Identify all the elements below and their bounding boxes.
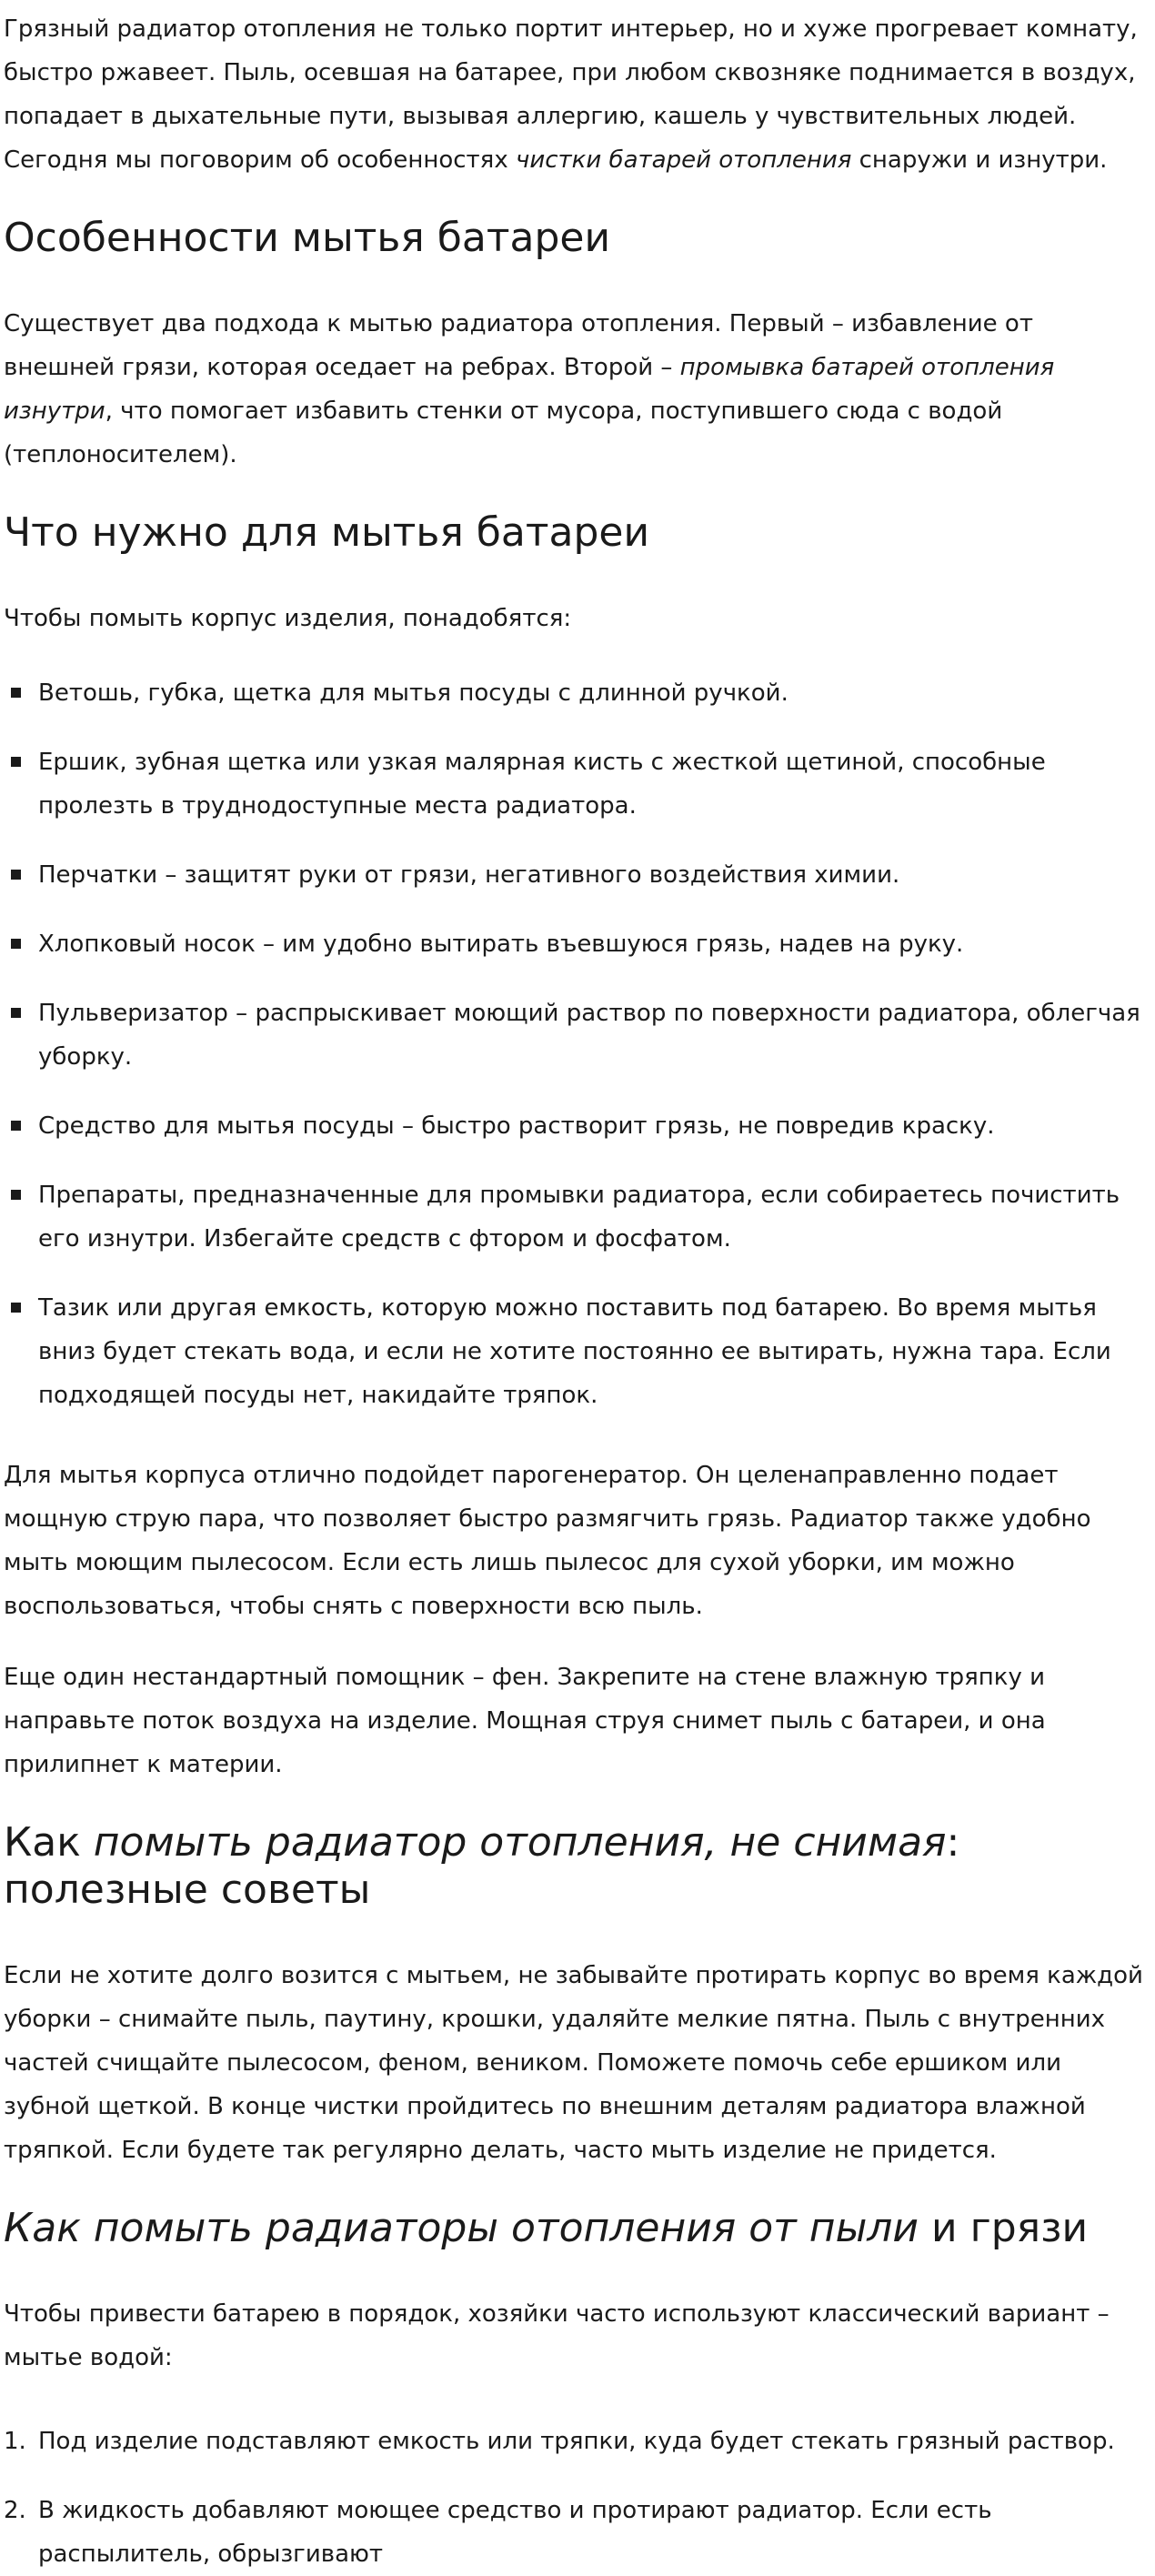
tool-item: Ершик, зубная щетка или узкая малярная кисть с жесткой щетиной, способные пролезть в труднодоступные места радиатора. bbox=[4, 740, 1150, 828]
heading-supplies: Что нужно для мытья батареи bbox=[4, 509, 650, 556]
step-item: Под изделие подставляют емкость или тряпки, куда будет стекать грязный раствор. bbox=[38, 2428, 1115, 2455]
fan-paragraph: Еще один нестандартный помощник – фен. Закрепите на стене влажную тряпку и направьте поток воздуха на изделие. Мощная струя снимет пыль с батареи, и она прилипнет к материи. bbox=[4, 1664, 1046, 1778]
steam-paragraph: Для мытья корпуса отлично подойдет парогенератор. Он целенаправленно подает мощную струю пара, что позволяет быстро размягчить грязь. Радиатор также удобно мыть моющим пылесосом. Если есть лишь пылесос для сухой уборки, им можно воспользоваться, чтобы снять с поверхности всю пыль. bbox=[4, 1462, 1091, 1620]
tool-item: Средство для мытья посуды – быстро растворит грязь, не повредив краску. bbox=[4, 1104, 1150, 1148]
heading-features: Особенности мытья батареи bbox=[4, 215, 611, 261]
features-italic-run: промывка батарей отопления изнутри bbox=[4, 354, 1055, 425]
tool-item: Перчатки – защитят руки от грязи, негативного воздействия химии. bbox=[4, 853, 1150, 897]
intro-paragraph bbox=[4, 7, 1150, 182]
washing-heading-italic-run: Как помыть радиаторы отопления от пыли bbox=[4, 2205, 919, 2251]
tips-heading-text-run: Как bbox=[4, 1819, 94, 1866]
tips-heading-colon: : bbox=[946, 1819, 960, 1866]
intro-text-run-end: снаружи и изнутри. bbox=[851, 146, 1108, 174]
heading-washing bbox=[4, 2205, 1150, 2252]
tips-paragraph: Если не хотите долго возится с мытьем, не забывайте протирать корпус во время каждой уборки – снимайте пыль, паутину, крошки, удаляйте мелкие пятна. Пыль с внутренних частей счищайте пылесосом, феном, веником. Поможете помочь себе ершиком или зубной щеткой. В конце чистки пройдитесь по внешним деталям радиатора влажной тряпкой. Если будете так регулярно делать, часто мыть изделие не придется. bbox=[4, 1962, 1143, 2164]
tool-item: Хлопковый носок – им удобно вытирать въевшуюся грязь, надев на руку. bbox=[4, 922, 1150, 966]
intro-italic-run: чистки батарей отопления bbox=[515, 146, 852, 174]
washing-heading-text-run: и грязи bbox=[919, 2205, 1089, 2251]
supplies-lead: Чтобы помыть корпус изделия, понадобятся: bbox=[4, 605, 572, 632]
tool-item: Тазик или другая емкость, которую можно поставить под батарею. Во время мытья вниз будет стекать вода, и если не хотите постоянно ее вытирать, нужна тара. Если подходящей посуды нет, накидайте тряпок. bbox=[4, 1286, 1150, 1417]
tool-item: Ветошь, губка, щетка для мытья посуды с длинной ручкой. bbox=[4, 671, 1150, 715]
step-item: В жидкость добавляют моющее средство и протирают радиатор. Если есть распылитель, обрызгивают bbox=[38, 2497, 992, 2568]
tips-heading-second-line: полезные советы bbox=[4, 1867, 371, 1913]
intro-text-run: Грязный радиатор отопления не только портит интерьер, но и хуже прогревает комнату, быстро ржавеет. Пыль, осевшая на батарее, при любом сквозняке поднимается в воздух, попадает в дыхательные пути, вызывая аллергию, кашель у чувствительных людей. Сегодня мы поговорим об особенностях bbox=[4, 15, 1138, 174]
steps-list bbox=[4, 2420, 1150, 2576]
heading-tips bbox=[4, 1819, 1150, 1914]
tools-list bbox=[4, 671, 1150, 1417]
washing-lead: Чтобы привести батарею в порядок, хозяйки часто используют классический вариант – мытье водой: bbox=[4, 2300, 1110, 2371]
tool-item: Пульверизатор – распрыскивает моющий раствор по поверхности радиатора, облегчая уборку. bbox=[4, 991, 1150, 1079]
features-paragraph bbox=[4, 302, 1150, 477]
tips-heading-italic-run: помыть радиатор отопления, не снимая bbox=[93, 1819, 947, 1866]
tool-item: Препараты, предназначенные для промывки радиатора, если собираетесь почистить его изнутри. Избегайте средств с фтором и фосфатом. bbox=[4, 1173, 1150, 1261]
features-text-run-end: , что помогает избавить стенки от мусора, поступившего сюда с водой (теплоносителем). bbox=[4, 397, 1003, 468]
article-body bbox=[4, 7, 1150, 2576]
features-text-run: Существует два подхода к мытью радиатора отопления. Первый – избавление от внешней грязи, которая оседает на ребрах. Второй – bbox=[4, 310, 1033, 381]
